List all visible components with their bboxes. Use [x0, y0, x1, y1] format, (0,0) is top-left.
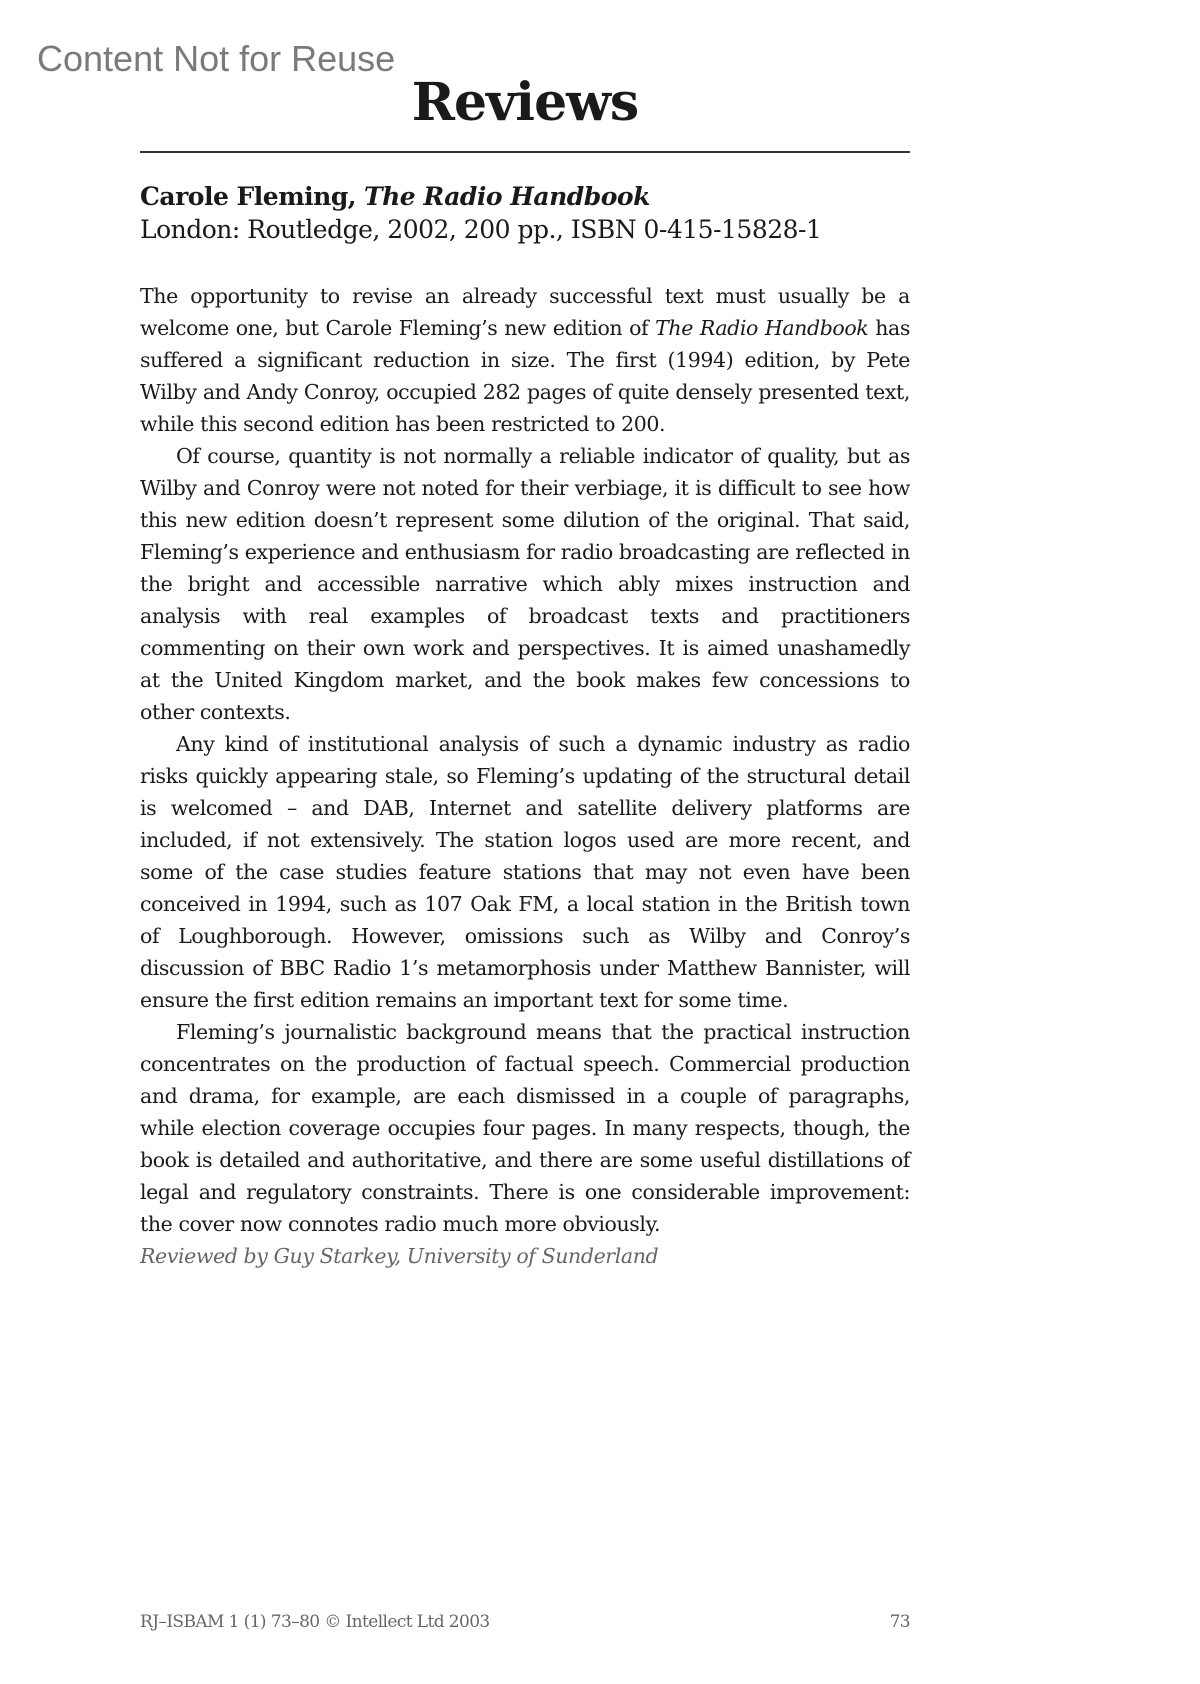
book-title: The Radio Handbook	[363, 182, 650, 211]
footer	[140, 1612, 910, 1632]
review-body	[140, 280, 910, 1272]
book-header	[140, 182, 920, 244]
italic-title: The Radio Handbook	[655, 316, 869, 340]
paragraph: Of course, quantity is not normally a reliable indicator of quality, but as Wilby and Conroy were not noted for their verbiage, it is difficult to see how this new edition doesn’t represent some dilution of the original. That said, Fleming’s experience and enthusiasm for radio broadcasting are reflected in the bright and accessible narrative which ably mixes instruction and analysis with real examples of broadcast texts and practitioners commenting on their own work and perspectives. It is aimed unashamedly at the United Kingdom market, and the book makes few concessions to other contexts.	[140, 444, 910, 724]
paragraph	[140, 280, 910, 440]
page-number: 73	[889, 1612, 910, 1632]
footer-citation: RJ–ISBAM 1 (1) 73–80 © Intellect Ltd 2003	[140, 1612, 490, 1632]
book-author: Carole Fleming,	[140, 182, 357, 211]
book-publication: London: Routledge, 2002, 200 pp., ISBN 0-415-15828-1	[140, 215, 822, 244]
reviewer-credit: Reviewed by Guy Starkey, University of Sunderland	[140, 1244, 659, 1268]
watermark: Content Not for Reuse	[37, 38, 396, 79]
paragraph: Fleming’s journalistic background means that the practical instruction concentrates on the production of factual speech. Commercial production and drama, for example, are each dismissed in a couple of paragraphs, while election coverage occupies four pages. In many respects, though, the book is detailed and authoritative, and there are some useful distillations of legal and regulatory constraints. There is one considerable improvement: the cover now connotes radio much more obviously.	[140, 1020, 910, 1236]
section-title: Reviews	[411, 72, 639, 133]
divider	[140, 151, 910, 153]
text: The opportunity to revise an already successful text must usually be a welcome one, but Carole Fleming’s new edition of	[140, 284, 910, 340]
paragraph: Any kind of institutional analysis of such a dynamic industry as radio risks quickly appearing stale, so Fleming’s updating of the structural detail is welcomed – and DAB, Internet and satellite delivery platforms are included, if not extensively. The station logos used are more recent, and some of the case studies feature stations that may not even have been conceived in 1994, such as 107 Oak FM, a local station in the British town of Loughborough. However, omissions such as Wilby and Conroy’s discussion of BBC Radio 1’s metamorphosis under Matthew Bannister, will ensure the first edition remains an important text for some time.	[140, 732, 910, 1012]
text: has suffered a significant reduction in size. The first (1994) edition, by Pete Wilby and Andy Conroy, occupied 282 pages of quite densely presented text, while this second edition has been restricted to 200.	[140, 316, 910, 436]
